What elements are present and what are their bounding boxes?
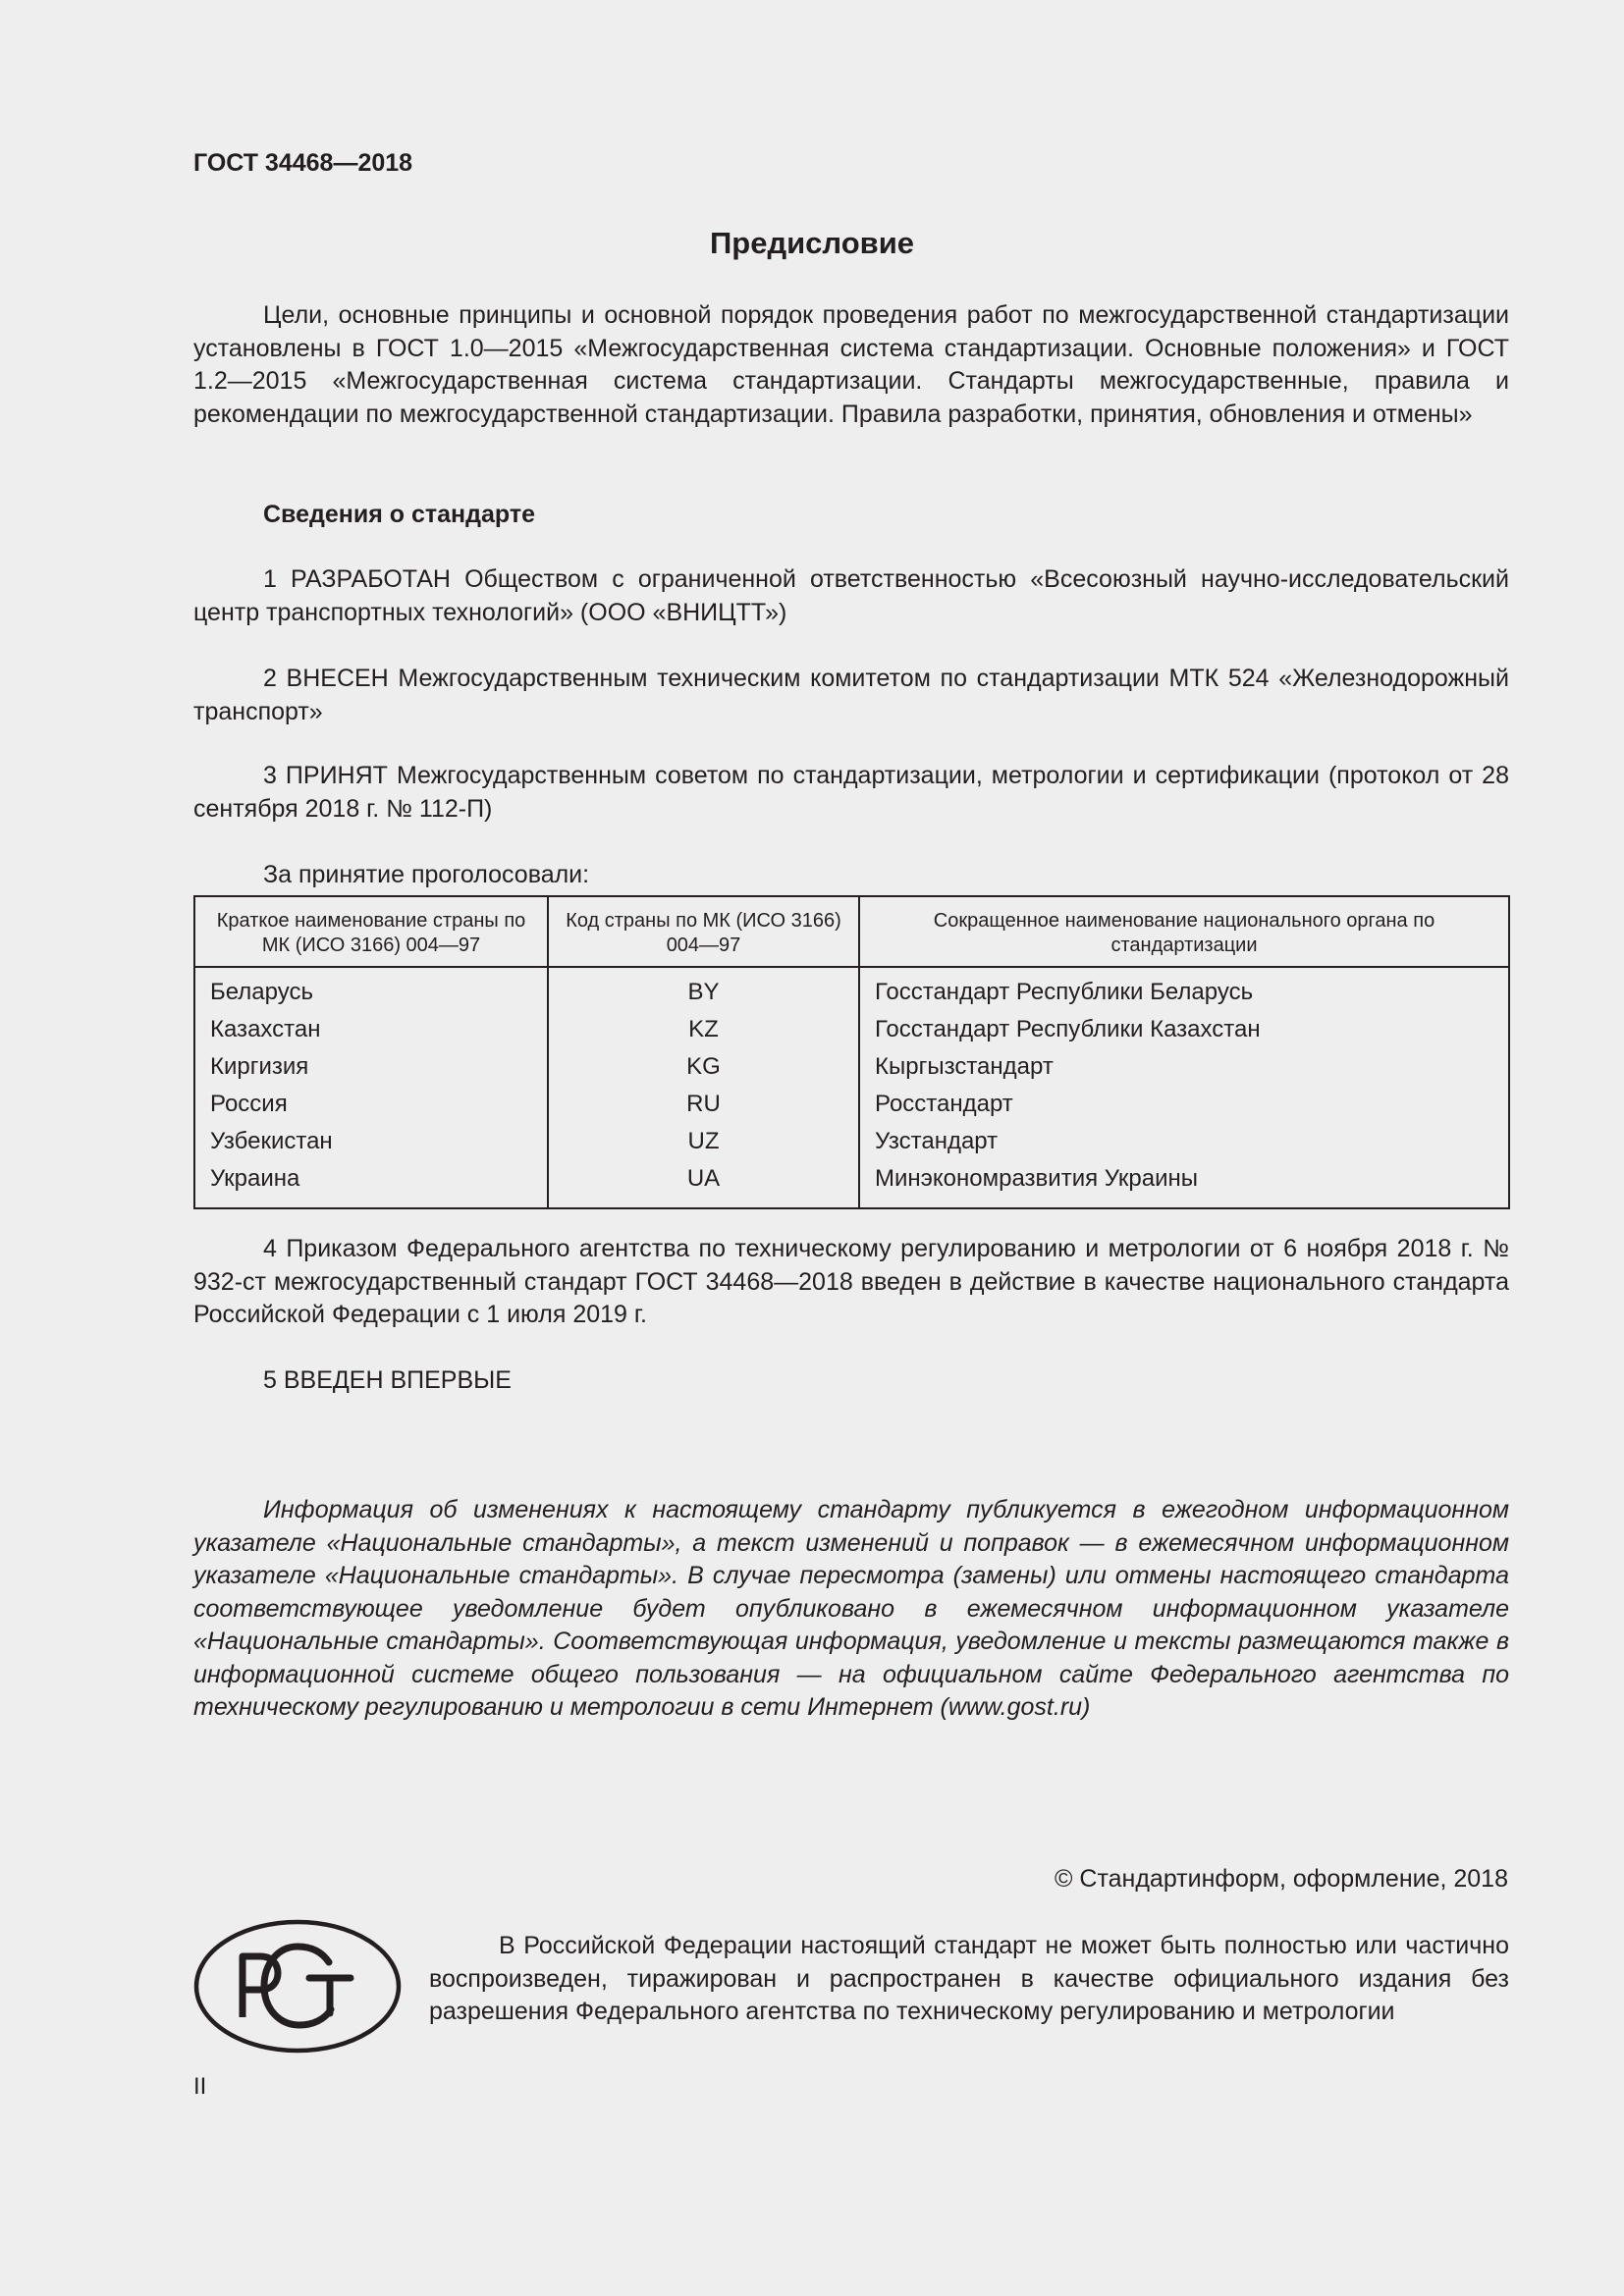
table-row (194, 967, 1509, 1011)
item-2-introduced: 2 ВНЕСЕН Межгосударственным техническим комитетом по стандартизации МТК 524 «Железнодорожный транспорт» (193, 665, 1509, 725)
table-row (194, 1160, 1509, 1208)
column-header-body: Сокращенное наименование национального органа по стандартизации (859, 896, 1509, 967)
column-header-country: Краткое наименование страны по МК (ИСО 3166) 004—97 (194, 896, 548, 967)
country-cell: Киргизия (194, 1048, 548, 1086)
code-cell: KG (548, 1048, 859, 1086)
vote-intro: За принятие проголосовали: (263, 861, 590, 888)
page-number: II (193, 2073, 207, 2100)
voting-countries-table (193, 895, 1510, 1209)
table-row (194, 1086, 1509, 1123)
changes-notice: Информация об изменениях к настоящему стандарту публикуется в ежегодном информационном указателе «Национальные стандарты», а текст изменений и поправок — в ежемесячном информационном указателе «Национальные стандарты». В случае пересмотра (замены) или отмены настоящего стандарта соответствующее уведомление будет опубликовано в ежемесячном информационном указателе «Национальные стандарты». Соответствующая информация, уведомление и тексты размещаются также в информационной системе общего пользования — на официальном сайте Федерального агентства по техническому регулированию и метрологии в сети Интернет (www.gost.ru) (193, 1496, 1509, 1721)
country-cell: Узбекистан (194, 1123, 548, 1160)
table-header-row (194, 896, 1509, 967)
code-cell: UA (548, 1160, 859, 1208)
code-cell: BY (548, 967, 859, 1011)
table-row (194, 1123, 1509, 1160)
item-4-order: 4 Приказом Федерального агентства по техническому регулированию и метрологии от 6 ноября 2018 г. № 932-ст межгосударственный стандарт ГОСТ 34468—2018 введен в действие в качестве национального стандарта Российской Федерации с 1 июля 2019 г. (193, 1235, 1509, 1328)
intro-paragraph: Цели, основные принципы и основной порядок проведения работ по межгосударственной стандартизации установлены в ГОСТ 1.0—2015 «Межгосударственная система стандартизации. Основные положения» и ГОСТ 1.2—2015 «Межгосударственная система стандартизации. Стандарты межгосударственные, правила и рекомендации по межгосударственной стандартизации. Правила разработки, принятия, обновления и отмены» (193, 301, 1509, 428)
country-cell: Беларусь (194, 967, 548, 1011)
document-code: ГОСТ 34468—2018 (193, 149, 413, 177)
body-cell: Росстандарт (859, 1086, 1509, 1123)
table-row (194, 1048, 1509, 1086)
country-cell: Россия (194, 1086, 548, 1123)
column-header-code: Код страны по МК (ИСО 3166) 004—97 (548, 896, 859, 967)
code-cell: UZ (548, 1123, 859, 1160)
item-3-adopted: 3 ПРИНЯТ Межгосударственным советом по стандартизации, метрологии и сертификации (протокол от 28 сентября 2018 г. № 112-П) (193, 762, 1509, 823)
page-title: Предисловие (709, 226, 914, 260)
country-cell: Казахстан (194, 1011, 548, 1048)
body-cell: Узстандарт (859, 1123, 1509, 1160)
body-cell: Госстандарт Республики Казахстан (859, 1011, 1509, 1048)
country-cell: Украина (194, 1160, 548, 1208)
item-1-developed: 1 РАЗРАБОТАН Обществом с ограниченной ответственностью «Всесоюзный научно-исследовательский центр транспортных технологий» (ООО «ВНИЦТТ») (193, 565, 1509, 626)
code-cell: RU (548, 1086, 859, 1123)
body-cell: Госстандарт Республики Беларусь (859, 967, 1509, 1011)
table-row (194, 1011, 1509, 1048)
pst-certification-logo-icon (193, 1919, 402, 2058)
item-5-first-introduced: 5 ВВЕДЕН ВПЕРВЫЕ (263, 1366, 512, 1394)
body-cell: Минэкономразвития Украины (859, 1160, 1509, 1208)
info-heading: Сведения о стандарте (263, 501, 536, 528)
copyright-line: © Стандартинформ, оформление, 2018 (1055, 1865, 1508, 1893)
reproduction-notice: В Российской Федерации настоящий стандарт не может быть полностью или частично воспроизведен, тиражирован и распространен в качестве официального издания без разрешения Федерального агентства по техническому регулированию и метрологии (429, 1932, 1509, 2025)
body-cell: Кыргызстандарт (859, 1048, 1509, 1086)
code-cell: KZ (548, 1011, 859, 1048)
